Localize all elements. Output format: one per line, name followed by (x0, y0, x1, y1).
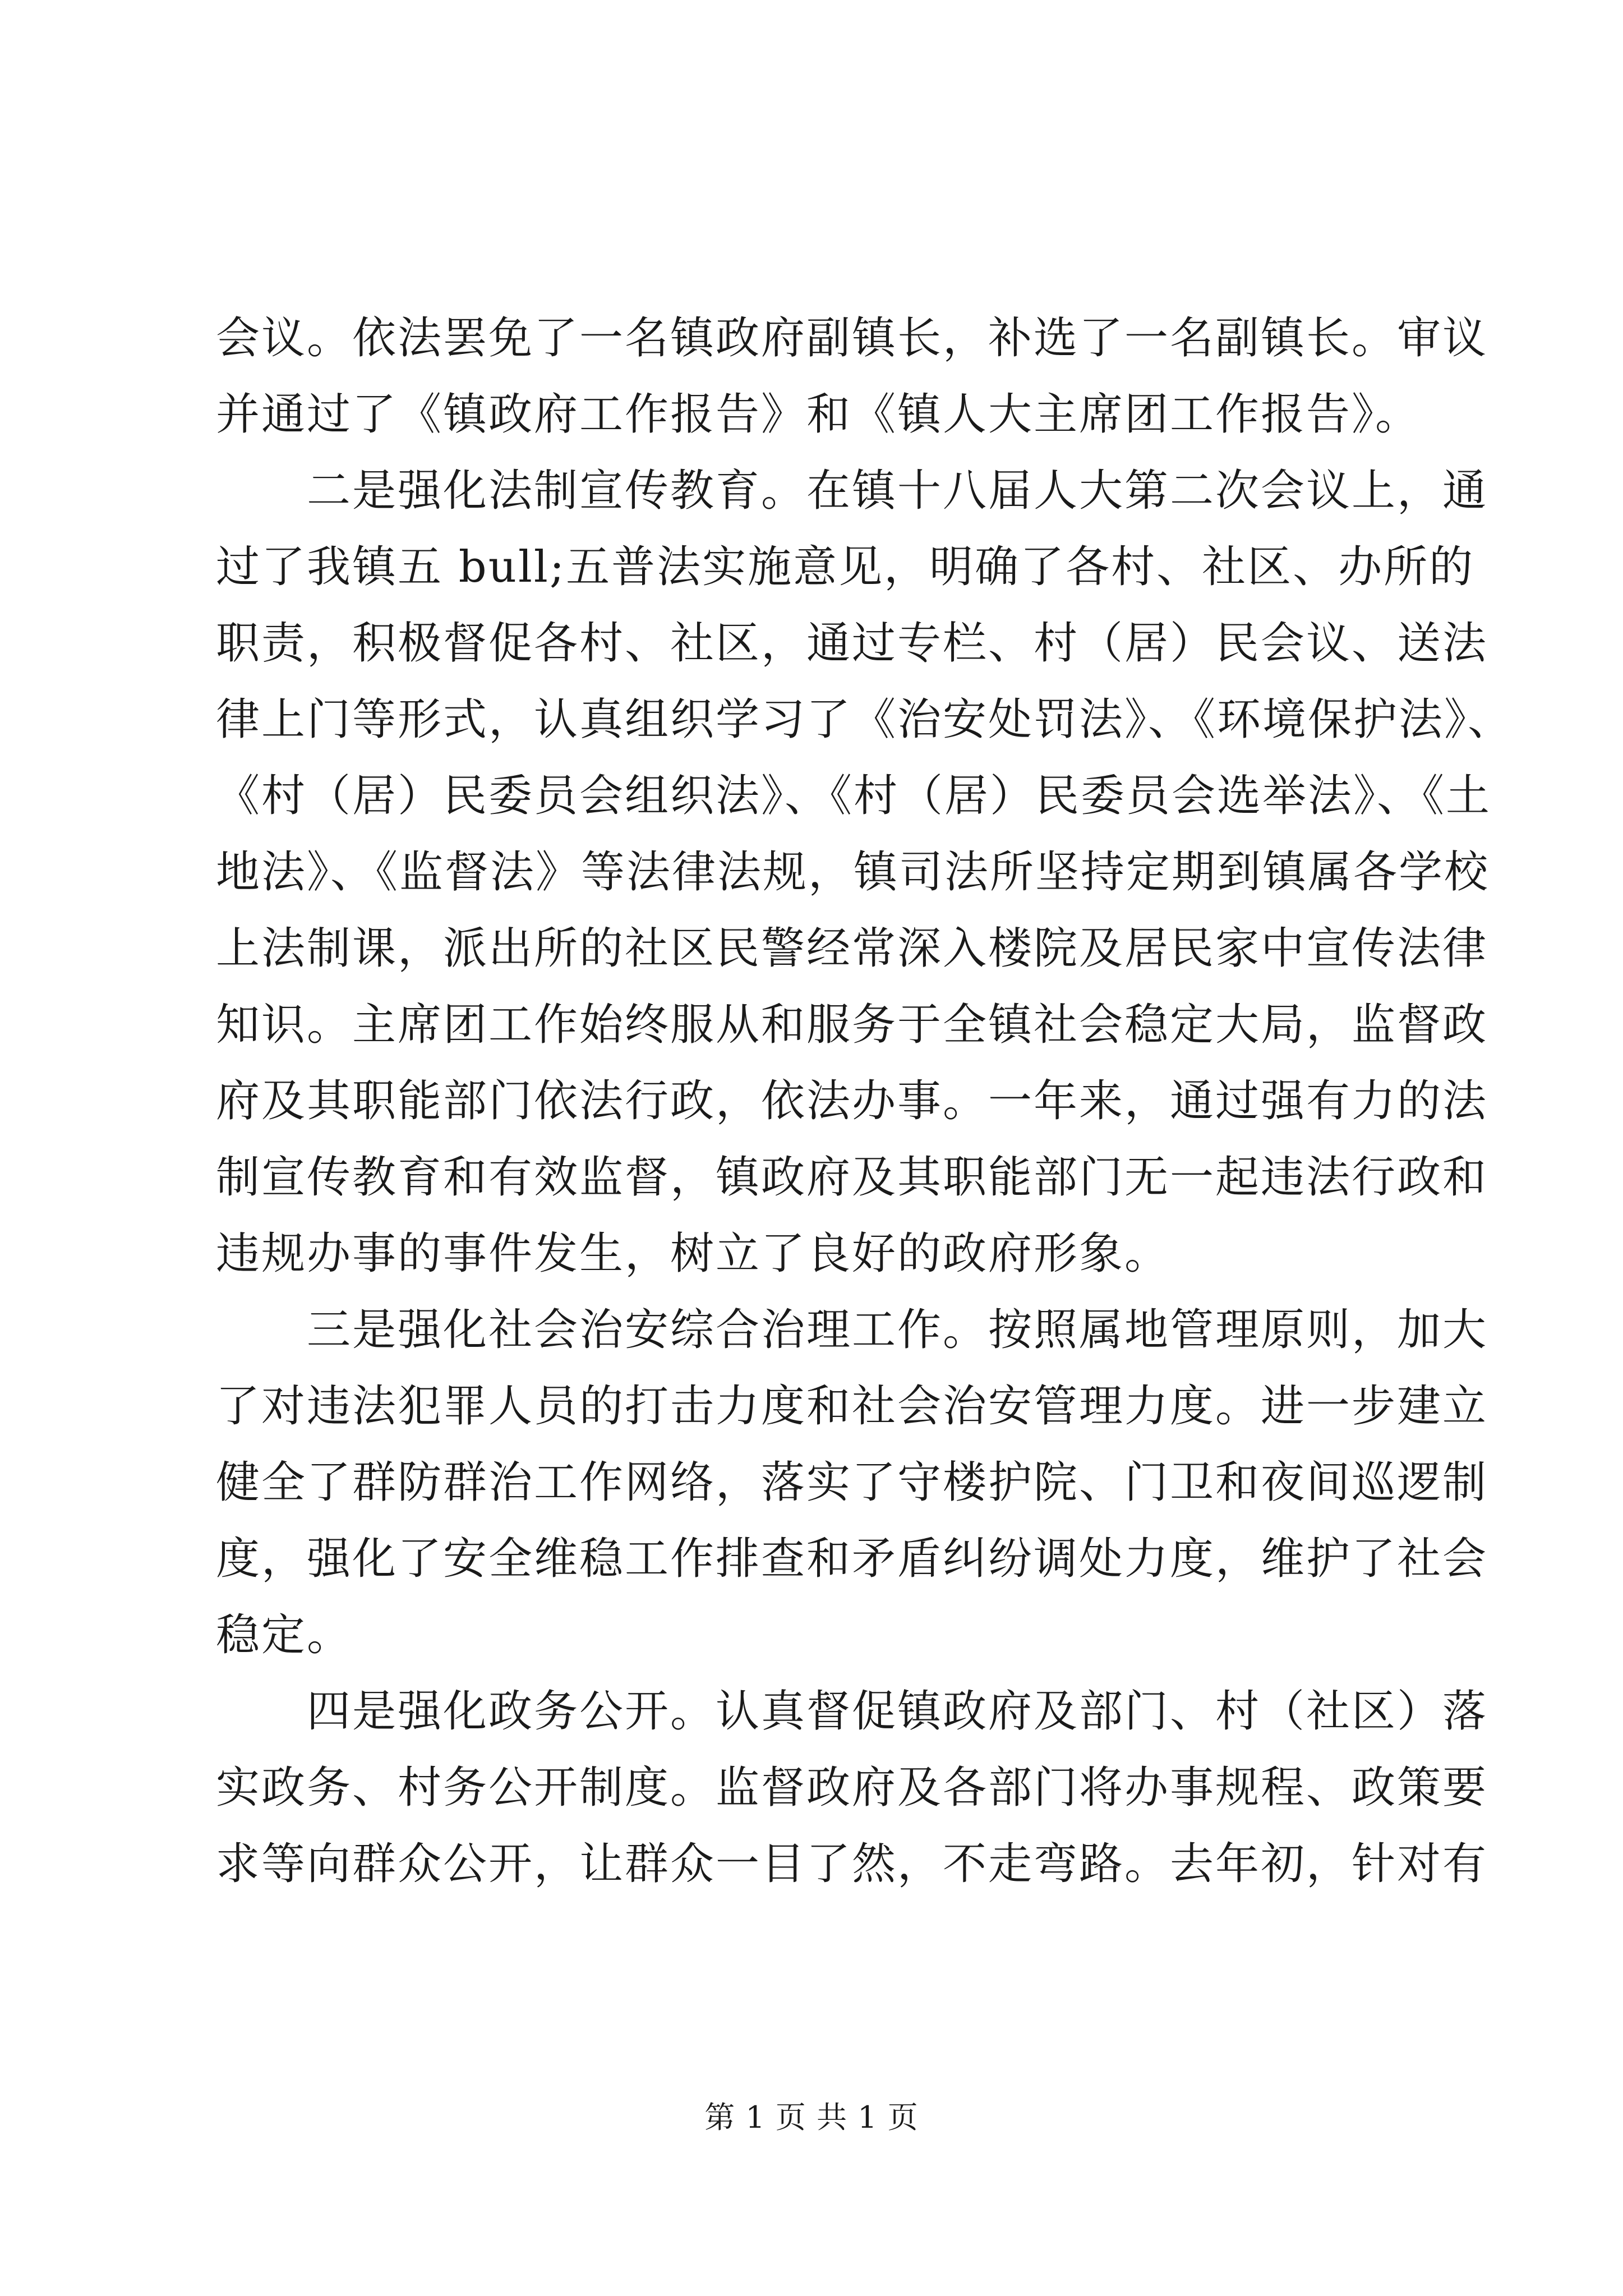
text-line: 地法》、《监督法》等法律法规，镇司法所坚持定期到镇属各学校 (216, 847, 1490, 898)
text-line: 上法制课，派出所的社区民警经常深入楼院及居民家中宣传法律 (216, 923, 1488, 974)
text-line: 会议。依法罢免了一名镇政府副镇长，补选了一名副镇长。审议 (216, 313, 1488, 364)
text-line: 制宣传教育和有效监督，镇政府及其职能部门无一起违法行政和 (216, 1152, 1488, 1203)
text-line: 二是强化法制宣传教育。在镇十八届人大第二次会议上，通 (307, 466, 1488, 516)
document-body (216, 300, 1514, 1902)
text-line: 三是强化社会治安综合治理工作。按照属地管理原则，加大 (307, 1305, 1488, 1355)
text-line: 度，强化了安全维稳工作排查和矛盾纠纷调处力度，维护了社会 (216, 1534, 1488, 1584)
text-line: 四是强化政务公开。认真督促镇政府及部门、村（社区）落 (307, 1686, 1488, 1737)
text-line: 稳定。 (216, 1610, 353, 1660)
text-line: 知识。主席团工作始终服从和服务于全镇社会稳定大局，监督政 (216, 1000, 1488, 1050)
text-line: 并通过了《镇政府工作报告》和《镇人大主席团工作报告》。 (216, 389, 1421, 440)
text-line: 府及其职能部门依法行政，依法办事。一年来，通过强有力的法 (216, 1076, 1488, 1126)
text-line: 律上门等形式，认真组织学习了《治安处罚法》、《环境保护法》、 (216, 694, 1514, 745)
text-line: 过了我镇五 bull;五普法实施意见，明确了各村、社区、办所的 (216, 542, 1475, 592)
text-line: 《村（居）民委员会组织法》、《村（居）民委员会选举法》、《土 (216, 771, 1492, 821)
text-line: 职责，积极督促各村、社区，通过专栏、村（居）民会议、送法 (216, 618, 1488, 669)
page-footer: 第 1 页 共 1 页 (704, 2100, 919, 2135)
text-line: 违规办事的事件发生，树立了良好的政府形象。 (216, 1228, 1170, 1279)
text-line: 求等向群众公开，让群众一目了然，不走弯路。去年初，针对有 (216, 1839, 1488, 1889)
text-line: 健全了群防群治工作网络，落实了守楼护院、门卫和夜间巡逻制 (216, 1457, 1488, 1508)
text-line: 实政务、村务公开制度。监督政府及各部门将办事规程、政策要 (216, 1763, 1488, 1813)
text-line: 了对违法犯罪人员的打击力度和社会治安管理力度。进一步建立 (216, 1381, 1488, 1432)
